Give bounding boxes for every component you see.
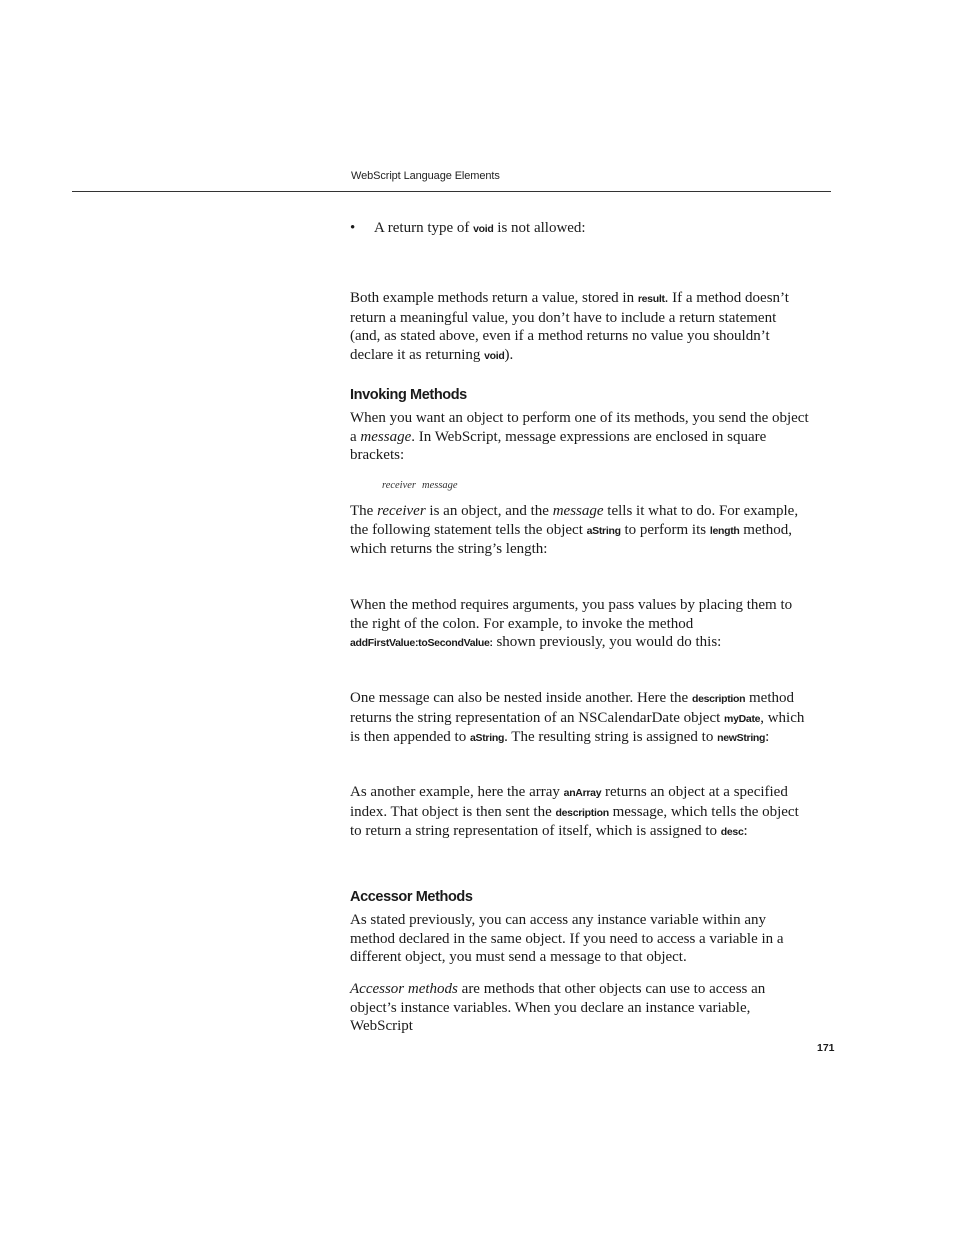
code-void: void xyxy=(473,223,494,235)
bullet-marker: • xyxy=(350,220,356,236)
paragraph-nested-messages: One message can also be nested inside another. Here the description method returns the string representation of an NSCalendarDate object myDate, which is then appended to aString. The resulting string is assigned to newString: xyxy=(350,690,805,745)
paragraph-return-values: Both example methods return a value, stored in result. If a method doesn’t return a meaningful value, you don’t have to include a return statement (and, as stated above, even if a method returns no value you shouldn’t declare it as returning void). xyxy=(350,290,789,363)
paragraph-invoking-intro: When you want an object to perform one of its methods, you send the object a message. In WebScript, message expressions are enclosed in square brackets: xyxy=(350,410,809,463)
paragraph-arguments: When the method requires arguments, you pass values by placing them to the right of the colon. For example, to invoke the method addFirstValue:toSecondValue: shown previously, you would do this: xyxy=(350,597,793,650)
paragraph-accessor-intro: As stated previously, you can access any instance variable within any method declared in the same object. If you need to access a variable in a different object, you must send a message to that object. xyxy=(350,912,784,965)
paragraph-receiver: The receiver is an object, and the message tells it what to do. For example, the following statement tells the object aString to perform its length method, which returns the string’s length: xyxy=(350,503,799,557)
section-heading-invoking-methods: Invoking Methods xyxy=(350,387,467,403)
page-number: 171 xyxy=(817,1042,835,1054)
code-void: void xyxy=(484,349,505,362)
paragraph-accessor-definition: Accessor methods are methods that other objects can use to access an object’s instance variables. When you declare an instance variable, WebScript xyxy=(350,981,766,1034)
paragraph-array-example: As another example, here the array anArray returns an object at a specified index. That object is then sent the description message, which tells the object to return a string representation of itself, which is assigned to desc: xyxy=(350,784,799,839)
running-header: WebScript Language Elements xyxy=(351,170,500,182)
bullet-item: • A return type of void is not allowed: xyxy=(350,220,586,236)
code-result: result xyxy=(637,293,665,305)
header-rule xyxy=(72,191,831,192)
section-heading-accessor-methods: Accessor Methods xyxy=(350,889,473,905)
syntax-example: receiver message xyxy=(382,480,458,491)
